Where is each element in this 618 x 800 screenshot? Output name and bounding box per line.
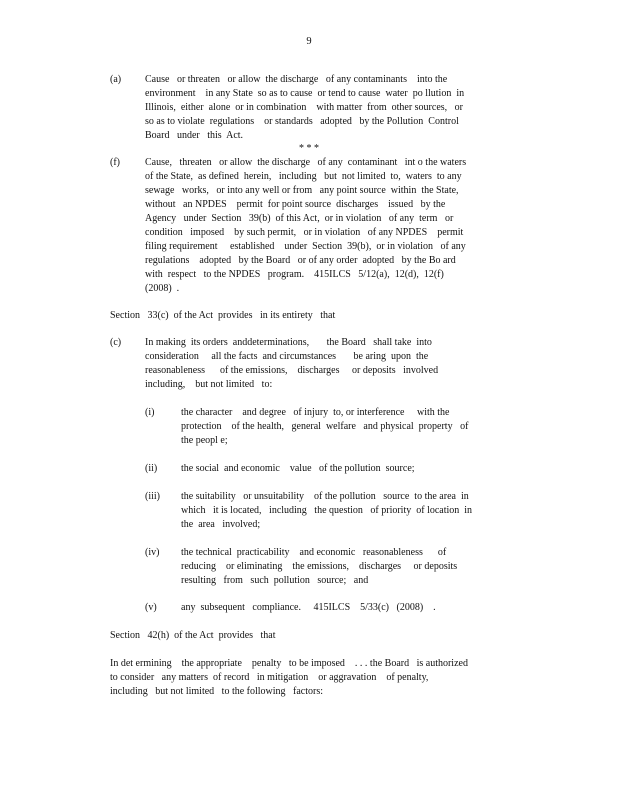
text-line: consideration all the facts and circumstances be aring upon the <box>145 351 429 362</box>
text-line: reasonableness of the emissions, discharges or deposits involved <box>145 365 439 376</box>
section-33c-intro: Section 33(c) of the Act provides in its entirety that <box>110 310 336 321</box>
text-line: In making its orders anddeterminations, the Board shall take into <box>145 337 432 348</box>
subitem-label: (iii) <box>145 491 160 502</box>
text-line: filing requirement established under Section 39(b), or in violation of any <box>145 241 466 252</box>
subitem-label: (iv) <box>145 547 160 558</box>
text-line: without an NPDES permit for point source discharges issued by the <box>145 199 446 210</box>
text-line: sewage works, or into any well or from any point source within the State, <box>145 185 459 196</box>
text-line: which it is located, including the question of priority of location in <box>181 505 473 516</box>
text-line: (2008) . <box>145 283 180 294</box>
text-line: protection of the health, general welfare and physical property of <box>181 421 469 432</box>
text-line: the suitability or unsuitability of the pollution source to the area in <box>181 491 469 502</box>
paragraph-label: (f) <box>110 157 120 168</box>
text-line: reducing or eliminating the emissions, discharges or deposits <box>181 561 458 572</box>
text-line: with respect to the NPDES program. 415ILCS 5/12(a), 12(d), 12(f) <box>145 269 444 280</box>
text-line: the technical practicability and economic reasonableness of <box>181 547 447 558</box>
text-line: the character and degree of injury to, or interference with the <box>181 407 450 418</box>
text-line: any subsequent compliance. 415ILCS 5/33(c) (2008) . <box>181 602 436 613</box>
text-line: In det ermining the appropriate penalty to be imposed . . . the Board is authorized <box>110 658 468 669</box>
text-line: the area involved; <box>181 519 261 530</box>
text-line: including but not limited to the following factors: <box>110 686 324 697</box>
text-line: environment in any State so as to cause or tend to cause water po llution in <box>145 88 465 99</box>
text-line: the peopl e; <box>181 435 228 446</box>
subitem-label: (v) <box>145 602 157 613</box>
text-line: including, but not limited to: <box>145 379 273 390</box>
text-line: regulations adopted by the Board or of any order adopted by the Bo ard <box>145 255 456 266</box>
text-line: Illinois, either alone or in combination with matter from other sources, or <box>145 102 463 113</box>
paragraph-label: (a) <box>110 74 122 85</box>
text-line: condition imposed by such permit, or in violation of any NPDES permit <box>145 227 464 238</box>
subitem-label: (ii) <box>145 463 158 474</box>
subitem-label: (i) <box>145 407 155 418</box>
text-line: Board under this Act. <box>145 130 244 141</box>
text-line: the social and economic value of the pollution source; <box>181 463 415 474</box>
text-line: to consider any matters of record in mitigation or aggravation of penalty, <box>110 672 429 683</box>
text-line: of the State, as defined herein, including but not limited to, waters to any <box>145 171 462 182</box>
paragraph-label: (c) <box>110 337 122 348</box>
page-number: 9 <box>306 36 312 47</box>
asterisk-separator: * * * <box>299 143 319 154</box>
text-line: Cause, threaten or allow the discharge of any contaminant int o the waters <box>145 157 467 168</box>
text-line: resulting from such pollution source; and <box>181 575 369 586</box>
section-42h-intro: Section 42(h) of the Act provides that <box>110 630 276 641</box>
text-line: so as to violate regulations or standards adopted by the Pollution Control <box>145 116 459 127</box>
text-line: Cause or threaten or allow the discharge of any contaminants into the <box>145 74 448 85</box>
text-line: Agency under Section 39(b) of this Act, or in violation of any term or <box>145 213 454 224</box>
